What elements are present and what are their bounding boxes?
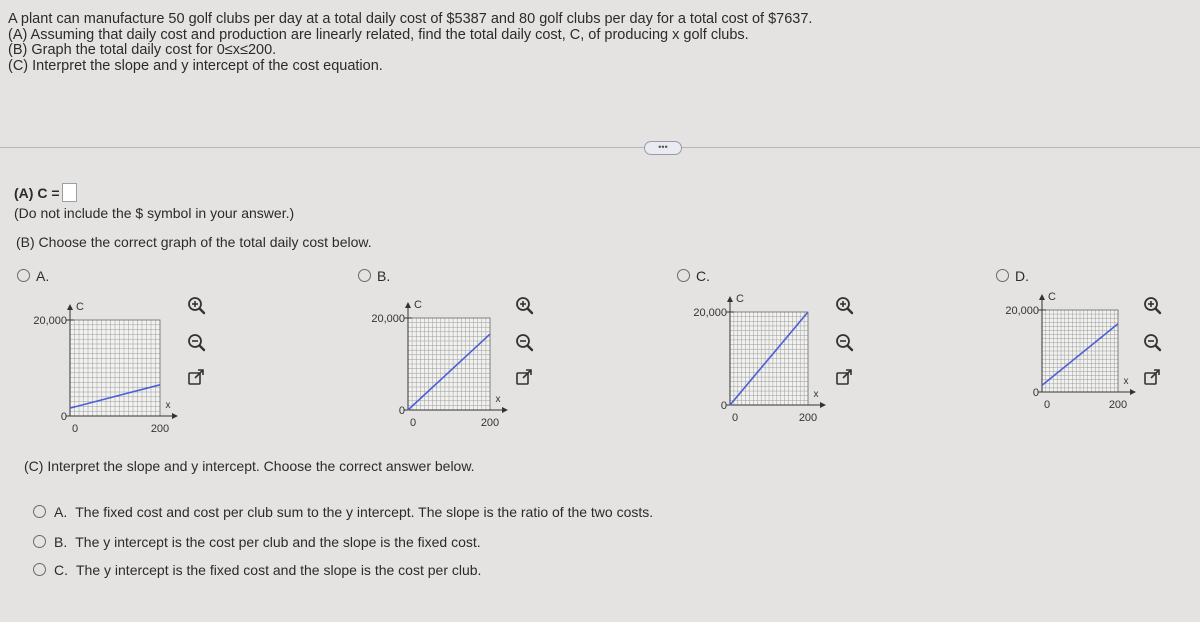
y-axis-arrow: [67, 304, 73, 310]
radio-button[interactable]: [33, 505, 46, 518]
y-axis-arrow: [1039, 294, 1045, 300]
y-zero-label: 0: [1032, 387, 1039, 399]
graph-option-d[interactable]: [996, 268, 1029, 284]
option-text: The y intercept is the cost per club and the slope is the fixed cost.: [75, 534, 481, 550]
radio-button[interactable]: [996, 269, 1009, 282]
open-new-window-icon[interactable]: [514, 368, 534, 388]
radio-button[interactable]: [358, 269, 371, 282]
y-tick-label: 20,000: [693, 307, 727, 319]
part-c-option-c[interactable]: [33, 562, 481, 578]
part-c-option-a[interactable]: [33, 504, 653, 520]
zoom-in-icon[interactable]: [1142, 295, 1162, 315]
part-c-prompt: (C) Interpret the slope and y intercept. Choose the correct answer below.: [24, 458, 475, 474]
part-a-answer: [14, 183, 77, 202]
x-axis-label: x: [1123, 376, 1129, 387]
option-text: The y intercept is the fixed cost and the slope is the cost per club.: [76, 562, 482, 578]
x-tick-label: 200: [150, 423, 170, 435]
zoom-in-icon[interactable]: [834, 295, 854, 315]
zoom-in-icon[interactable]: [186, 295, 206, 315]
option-label: D.: [1015, 268, 1029, 284]
section-divider: [0, 147, 1200, 148]
graph-option-a[interactable]: [17, 268, 49, 284]
x-axis-label: x: [495, 394, 501, 405]
x-tick-label: 200: [1108, 399, 1128, 411]
y-axis-label: C: [736, 293, 744, 305]
x-axis-arrow: [1130, 389, 1136, 395]
part-a-label: (A) C =: [14, 185, 60, 201]
x-zero-label: 0: [71, 423, 79, 435]
option-label: C.: [696, 268, 710, 284]
radio-button[interactable]: [33, 535, 46, 548]
graph-option-b[interactable]: [358, 268, 390, 284]
graph-b: [340, 290, 520, 450]
radio-button[interactable]: [17, 269, 30, 282]
graph-c: [660, 290, 840, 450]
part-a-note: (Do not include the $ symbol in your answer.): [14, 205, 295, 221]
x-axis-label: x: [165, 400, 171, 411]
x-zero-label: 0: [409, 417, 417, 429]
part-b-prompt: (B) Choose the correct graph of the total daily cost below.: [16, 234, 372, 250]
option-letter: C.: [54, 562, 68, 578]
x-zero-label: 0: [1043, 399, 1051, 411]
zoom-out-icon[interactable]: [514, 332, 534, 352]
option-label: B.: [377, 268, 391, 284]
radio-button[interactable]: [33, 563, 46, 576]
graph-a: [0, 290, 180, 450]
problem-line: (A) Assuming that daily cost and production are linearly related, find the total daily cost, C, of producing x golf clubs.: [8, 26, 749, 43]
problem-statement: [8, 12, 812, 74]
problem-line: (C) Interpret the slope and y intercept of the cost equation.: [8, 57, 383, 74]
x-axis-arrow: [502, 407, 508, 413]
part-c-option-b[interactable]: [33, 534, 481, 550]
cost-answer-input[interactable]: [62, 183, 77, 202]
expand-more-button[interactable]: •••: [644, 141, 682, 155]
y-zero-label: 0: [720, 400, 727, 412]
x-tick-label: 200: [480, 417, 500, 429]
y-tick-label: 20,000: [371, 313, 405, 325]
zoom-in-icon[interactable]: [514, 295, 534, 315]
graph-d: [980, 290, 1160, 450]
graph-option-c[interactable]: [677, 268, 710, 284]
y-axis-label: C: [1048, 291, 1056, 303]
open-new-window-icon[interactable]: [1142, 368, 1162, 388]
y-axis-arrow: [405, 302, 411, 308]
y-axis-label: C: [76, 301, 84, 313]
x-zero-label: 0: [731, 412, 739, 424]
y-zero-label: 0: [60, 411, 67, 423]
option-text: The fixed cost and cost per club sum to the y intercept. The slope is the ratio of the two costs.: [75, 504, 654, 520]
zoom-out-icon[interactable]: [186, 332, 206, 352]
x-axis-arrow: [820, 402, 826, 408]
open-new-window-icon[interactable]: [186, 368, 206, 388]
y-axis-arrow: [727, 296, 733, 302]
x-axis-arrow: [172, 413, 178, 419]
y-zero-label: 0: [398, 405, 405, 417]
option-letter: A.: [54, 504, 68, 520]
radio-button[interactable]: [677, 269, 690, 282]
zoom-out-icon[interactable]: [1142, 332, 1162, 352]
y-tick-label: 20,000: [33, 315, 67, 327]
x-tick-label: 200: [798, 412, 818, 424]
y-tick-label: 20,000: [1005, 305, 1039, 317]
problem-line: (B) Graph the total daily cost for 0≤x≤200.: [8, 42, 277, 58]
y-axis-label: C: [414, 299, 422, 311]
option-label: A.: [36, 268, 50, 284]
option-letter: B.: [54, 534, 68, 550]
x-axis-label: x: [813, 389, 819, 400]
zoom-out-icon[interactable]: [834, 332, 854, 352]
open-new-window-icon[interactable]: [834, 368, 854, 388]
problem-line: A plant can manufacture 50 golf clubs per day at a total daily cost of $5387 and 80 golf clubs per day for a total cost of $7637.: [8, 11, 813, 27]
